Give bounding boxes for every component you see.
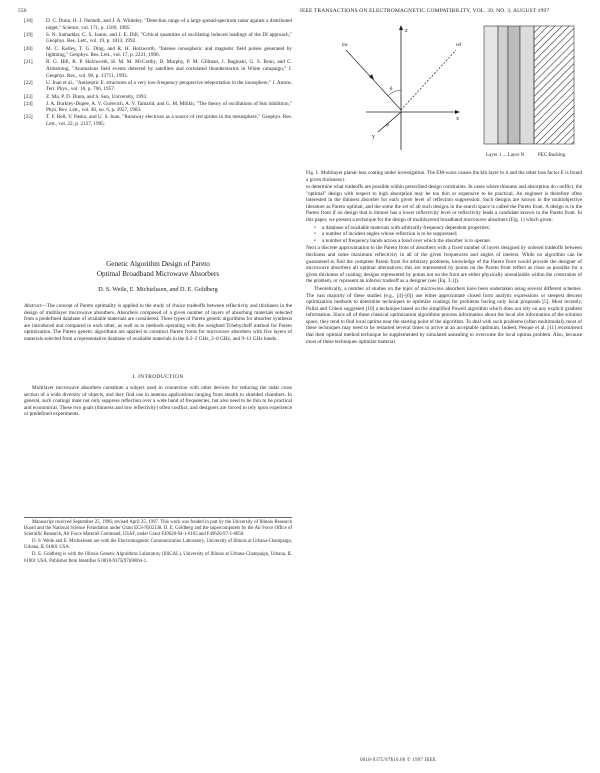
incident-wave: [346, 50, 401, 110]
reference-entry: [24, 32, 292, 45]
design-input-item: • a number of incident angles whose reflection is to be suppressed;: [312, 231, 582, 238]
reference-text: T. F. Bell, V. Pasko, and U. S. Inan, "Runaway electrons as a source of red sprites in the mesosphere," Geophys. Res. Lett., vol. 22, p. 2127, 1995.: [46, 114, 292, 128]
z-axis-arrow: [399, 25, 403, 30]
z-axis-label: z: [405, 28, 408, 34]
reflected-wave: [401, 50, 456, 110]
theta-label: θ: [390, 87, 393, 92]
reference-entry: [24, 101, 292, 114]
reference-number: [25]: [24, 114, 33, 121]
reference-number: [24]: [24, 100, 33, 107]
pec-backing: [534, 26, 574, 144]
title-line-2: Optimal Broadband Microwave Absorbers: [96, 270, 220, 278]
phi-label: φ: [386, 123, 389, 128]
footnote-paragraph: D. S. Weile and E. Michielssen are with the Electromagnetic Communication Laboratory, University of Illinois at Urbana-Champaign, Urbana, IL 61801 USA.: [24, 539, 292, 551]
incident-label: inc: [342, 43, 349, 48]
copyright-line: 0018-9375/97$10.00 © 1997 IEEE: [360, 758, 437, 763]
y-axis-label: y: [372, 134, 375, 140]
reference-entry: [24, 80, 292, 93]
page-number: 556: [18, 8, 27, 14]
reference-number: [19]: [24, 31, 33, 38]
layer-1: [484, 26, 498, 144]
layer-2: [498, 26, 508, 144]
reference-number: [21]: [24, 59, 33, 66]
title-line-1: Genetic Algorithm Design of Pareto: [106, 260, 210, 268]
footnote-paragraph: D. E. Goldberg is with the Illinois Genetic Algorithms Laboratory (IlliGAL), University of Illinois at Urbana-Champaign, Urbana, IL 61801 USA. Publisher Item Identifier S 0018-9375(97)06064-1.: [24, 552, 292, 564]
body-paragraph: Theoretically, a number of studies on the topic of microwave absorbers have been undertaken using several different schemes. The vast majority of these studies (e.g., [4]–[6]) use either approximate closed form analytic expressions or steepest descent optimization methods to determine techniques to optimize coatings for problems having only local proposals [5]. Most recently, Pullal and Cohen suggested [10] a technique based on the simplified Powell algorithm which does not rely on any explicit gradient information. Since all of these classical optimization algorithms process information about the local site information of the solution space, they tend to find local optima near the starting point of the algorithm. To deal with such problems (often multimodal), most of these techniques may need to be restarted several times to arrive at an acceptable optimum. Indeed, Pesque et al. [11] recommend that their optimal method technique be supplemented by simulated annealing to overcome the local optima problem. Also, because most of these techniques optimize material: [306, 285, 582, 345]
reference-text: U. Inan et al., "Antiseptic E. structures of a very low-frequency perspective teleportation in the ionosphere," J. Atmos. Terr. Phys., vol. 16, p. 766, 1957.: [46, 79, 292, 93]
layers-label: Layer 1 ... Layer N: [486, 153, 525, 158]
reference-number: [23]: [24, 93, 33, 100]
y-axis: [378, 112, 401, 132]
reference-text: S. N. Samaddar, C. S. Joann, and J. E. Dill, "Critical quantities of oscillating induced loadings of the DI approach," Geophys. Res. Lett., vol. 19, p. 1813, 1992.: [46, 31, 292, 45]
pec-label: PEC Backing: [538, 153, 566, 158]
footnote-paragraph: Manuscript received September 25, 1996; revised April 25, 1997. This work was funded in part by the University of Illinois Research Board and the National Science Foundation under Grant ECS-9502138. D. E. Goldberg and the supercomputers by the Air Force Office of Scientific Research, Air Force Materiel Command, USAF, under Grant F49620-94-1-0103 and F49620-97-1-0050.: [24, 520, 292, 538]
reference-entry: [24, 46, 292, 59]
layer-n: [520, 26, 534, 144]
reference-entry: [24, 18, 292, 31]
abstract: [24, 303, 292, 343]
reference-number: [18]: [24, 18, 33, 24]
reference-list: [24, 18, 292, 128]
body-paragraph: Next a discrete approximation to the Pareto front of absorbers with a fixed number of layers designed by ordered tradeoffs between thickness and some maximum reflectivity in all of the given frequencies and angles of interest. While no algorithm can be guaranteed to find the complete Pareto front for arbitrary problems, knowledge of the Pareto front would provide the designer of microwave absorbers all optimal alternatives; this are represented by points on the Pareto front reflect as close as possible for a given thickness of coating; designs represented by points not on the front are either physically unrealizable within the constraints of the problem, or represent an inferior tradeoff as a designer (see [Eq. 3.1]).: [306, 245, 582, 285]
design-input-item: • a number of frequency bands across a band over which the absorber is to operate.: [312, 238, 582, 245]
reference-entry: [24, 59, 292, 79]
reflected-label: ref: [456, 43, 462, 48]
reference-number: [20]: [24, 45, 33, 52]
right-column-body: [306, 184, 582, 346]
reference-text: J. A. Burkley-Dupee, A. V. Gurevich, A. V. Tamarid, and G. M. Milikh, "The theory of oscillations of feat inhibition," Phys. Rev. Lett., vol. 40, no. 6, p. 3957, 1983.: [46, 100, 292, 114]
first-page-footnotes: [24, 517, 292, 566]
abstract-label: Abstract: [24, 303, 42, 309]
design-inputs-list: [312, 225, 582, 245]
layer-3: [508, 26, 520, 144]
paper-title: [24, 259, 292, 279]
section-heading: I. INTRODUCTION: [132, 374, 184, 380]
x-axis-label: x: [456, 116, 459, 122]
running-header: IEEE TRANSACTIONS ON ELECTROMAGNETIC COMPATIBILITY, VOL. 39, NO. 3, AUGUST 1997: [300, 8, 550, 14]
figure-caption: Fig. 1. Multilayer planar-loss coating under investigation. The EM-wave causes the kth layer to it and the other loss factor E is found a given thickness t.: [306, 170, 582, 183]
figure-1: [306, 20, 582, 162]
design-input-item: • a database of available materials with arbitrarily frequency dependent properties;: [312, 225, 582, 232]
body-paragraph: to determine what tradeoffs are possible within prescribed design constraints. In cases where thinness and absorption do conflict, the "optimal" design with respect to high absorption may be too thin or expensive to be practical. An engineer is therefore often interested in the thinnest absorber for each given level of reflection suppression. Such designs are known in the multiobjective literature as Pareto optimal, and the some the set of all such designs in the search space is called the Pareto front. A design is in the Pareto front if no design that is thinner has a lower reflectivity level or reflectivity leads a candidate known to the Pareto front. In this paper, we present a technique for the design of multilayered broadband microwave absorbers (Fig. 1) which given:: [306, 184, 582, 223]
x-axis-arrow: [455, 110, 460, 114]
abstract-text: —The concept of Pareto optimality is applied to the study of choice tradeoffs between reflectivity and thickness in the design of multilayer microwave absorbers. Absorbers composed of a given number of layers of absorbing materials selected from a predefined database of available materials are considered. Three types of Pareto genetic algorithms for absorber synthesis are introduced and compared to each other, as well as to methods operating with the weighted Tchebycheff method for Pareto optimization. The Pareto genetic algorithms are applied to construct Pareto fronts for microwave absorbers with five layers of materials selected from a representative database of available materials in the 0.2–2 GHz, 2–8 GHz, and 9–11 GHz bands.: [24, 303, 292, 342]
incident-arrow: [369, 74, 374, 80]
author-line: D. S. Weile, E. Michielssen, and D. E. Goldberg: [98, 286, 218, 293]
intro-paragraph: Multilayer microwave absorbers constitute a subject used in connection with other devices for reducing the radar cross section of a wide diversity of objects, and they find use in antenna applications ranging from stealth to shielded chambers. In general, such coatings must not only suppress reflection over a wide band of frequencies, but also need to be thin to be practical and economical. These two goals (thinness and low reflectivity) often conflict, and designers are forced to rely upon experience or predefined experiments.: [24, 385, 292, 418]
reference-entry: [24, 94, 292, 101]
reference-text: D. C. Dunn, H. J. Nemeth, and J. A. Whiteley, "Detection range of a large spread-spectrum radar against a distributed target," Science, vol. 171, p. 1589, 1985.: [46, 18, 292, 31]
reference-text: M. C. Kelley, T. G. Ding, and R. H. Holzworth, "Intense ionospheric and magnetic field pulses generated by lightning," Geophys. Res. Lett., vol. 17, p. 2221, 1990.: [46, 45, 292, 59]
reference-number: [22]: [24, 79, 33, 86]
reference-text: Z. Ma, P. D. Dunn, and S. Sun, University, 1993.: [46, 93, 148, 100]
introduction-body: [24, 385, 292, 418]
reference-text: R. G. Hill, R. P. Holzworth, H. M. M. McCarthy, D. Murphy, P. M. Gillman, J. Baginski, G. S. Brun, and C. Armstrong, "Anomalous field events detected by satellites and correlated thunderstorms in White campaign," J. Geophys. Res., vol. 98, p. 13711, 1993.: [46, 59, 292, 79]
reference-entry: [24, 114, 292, 127]
